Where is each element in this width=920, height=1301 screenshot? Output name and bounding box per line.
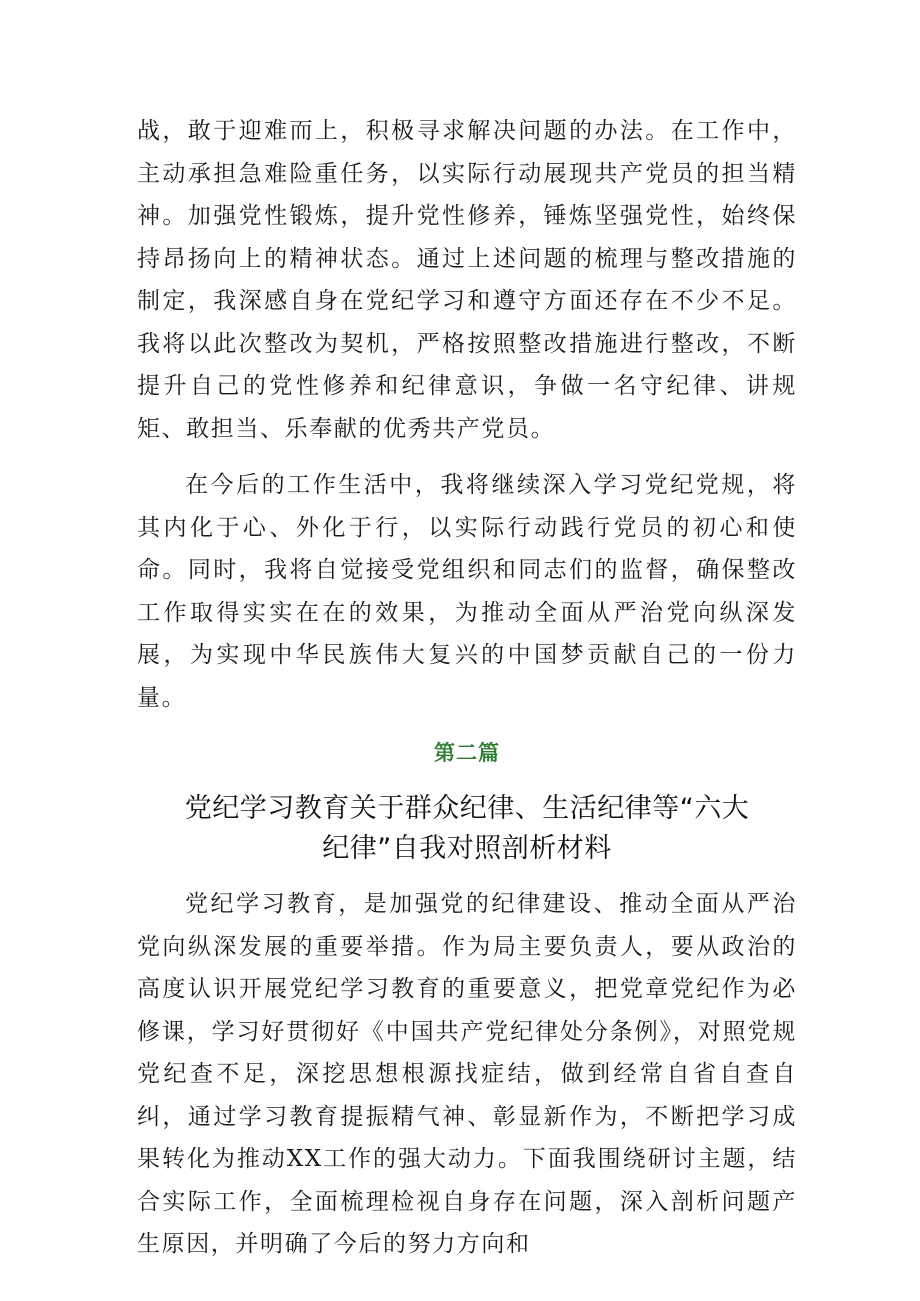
paragraph-continuation: 战，敢于迎难而上，积极寻求解决问题的办法。在工作中，主动承担急难险重任务，以实际行动展现共产党员的担当精神。加强党性锻炼，提升党性修养，锤炼坚强党性，始终保持昂扬向上的精神状态。通过上述问题的梳理与整改措施的制定，我深感自身在党纪学习和遵守方面还存在不少不足。我将以此次整改为契机，严格按照整改措施进行整改，不断提升自己的党性修养和纪律意识，争做一名守纪律、讲规矩、敢担当、乐奉献的优秀共产党员。 — [137, 118, 797, 442]
title-line-2: 纪律”自我对照剖析材料 — [322, 833, 612, 864]
document-body — [137, 110, 797, 1266]
paragraph-intro: 党纪学习教育，是加强党的纪律建设、推动全面从严治党向纵深发展的重要举措。作为局主要负责人，要从政治的高度认识开展党纪学习教育的重要意义，把党章党纪作为必修课，学习好贯彻好《中国共产党纪律处分条例》，对照党规党纪查不足，深挖思想根源找症结，做到经常自省自查自纠，通过学习教育提振精气神、彰显新作为，不断把学习成果转化为推动XX工作的强大动力。下面我围绕研讨主题，结合实际工作，全面梳理检视自身存在问题，深入剖析问题产生原因，并明确了今后的努力方向和 — [137, 891, 797, 1257]
title-line-1: 党纪学习教育关于群众纪律、生活纪律等“六大 — [184, 793, 750, 824]
document-title — [137, 789, 797, 869]
section-label: 第二篇 — [434, 741, 500, 765]
paragraph-future-work: 在今后的工作生活中，我将继续深入学习党纪党规，将其内化于心、外化于行，以实际行动践行党员的初心和使命。同时，我将自觉接受党组织和同志们的监督，确保整改工作取得实实在在的效果，为推动全面从严治党向纵深发展，为实现中华民族伟大复兴的中国梦贡献自己的一份力量。 — [137, 472, 797, 711]
